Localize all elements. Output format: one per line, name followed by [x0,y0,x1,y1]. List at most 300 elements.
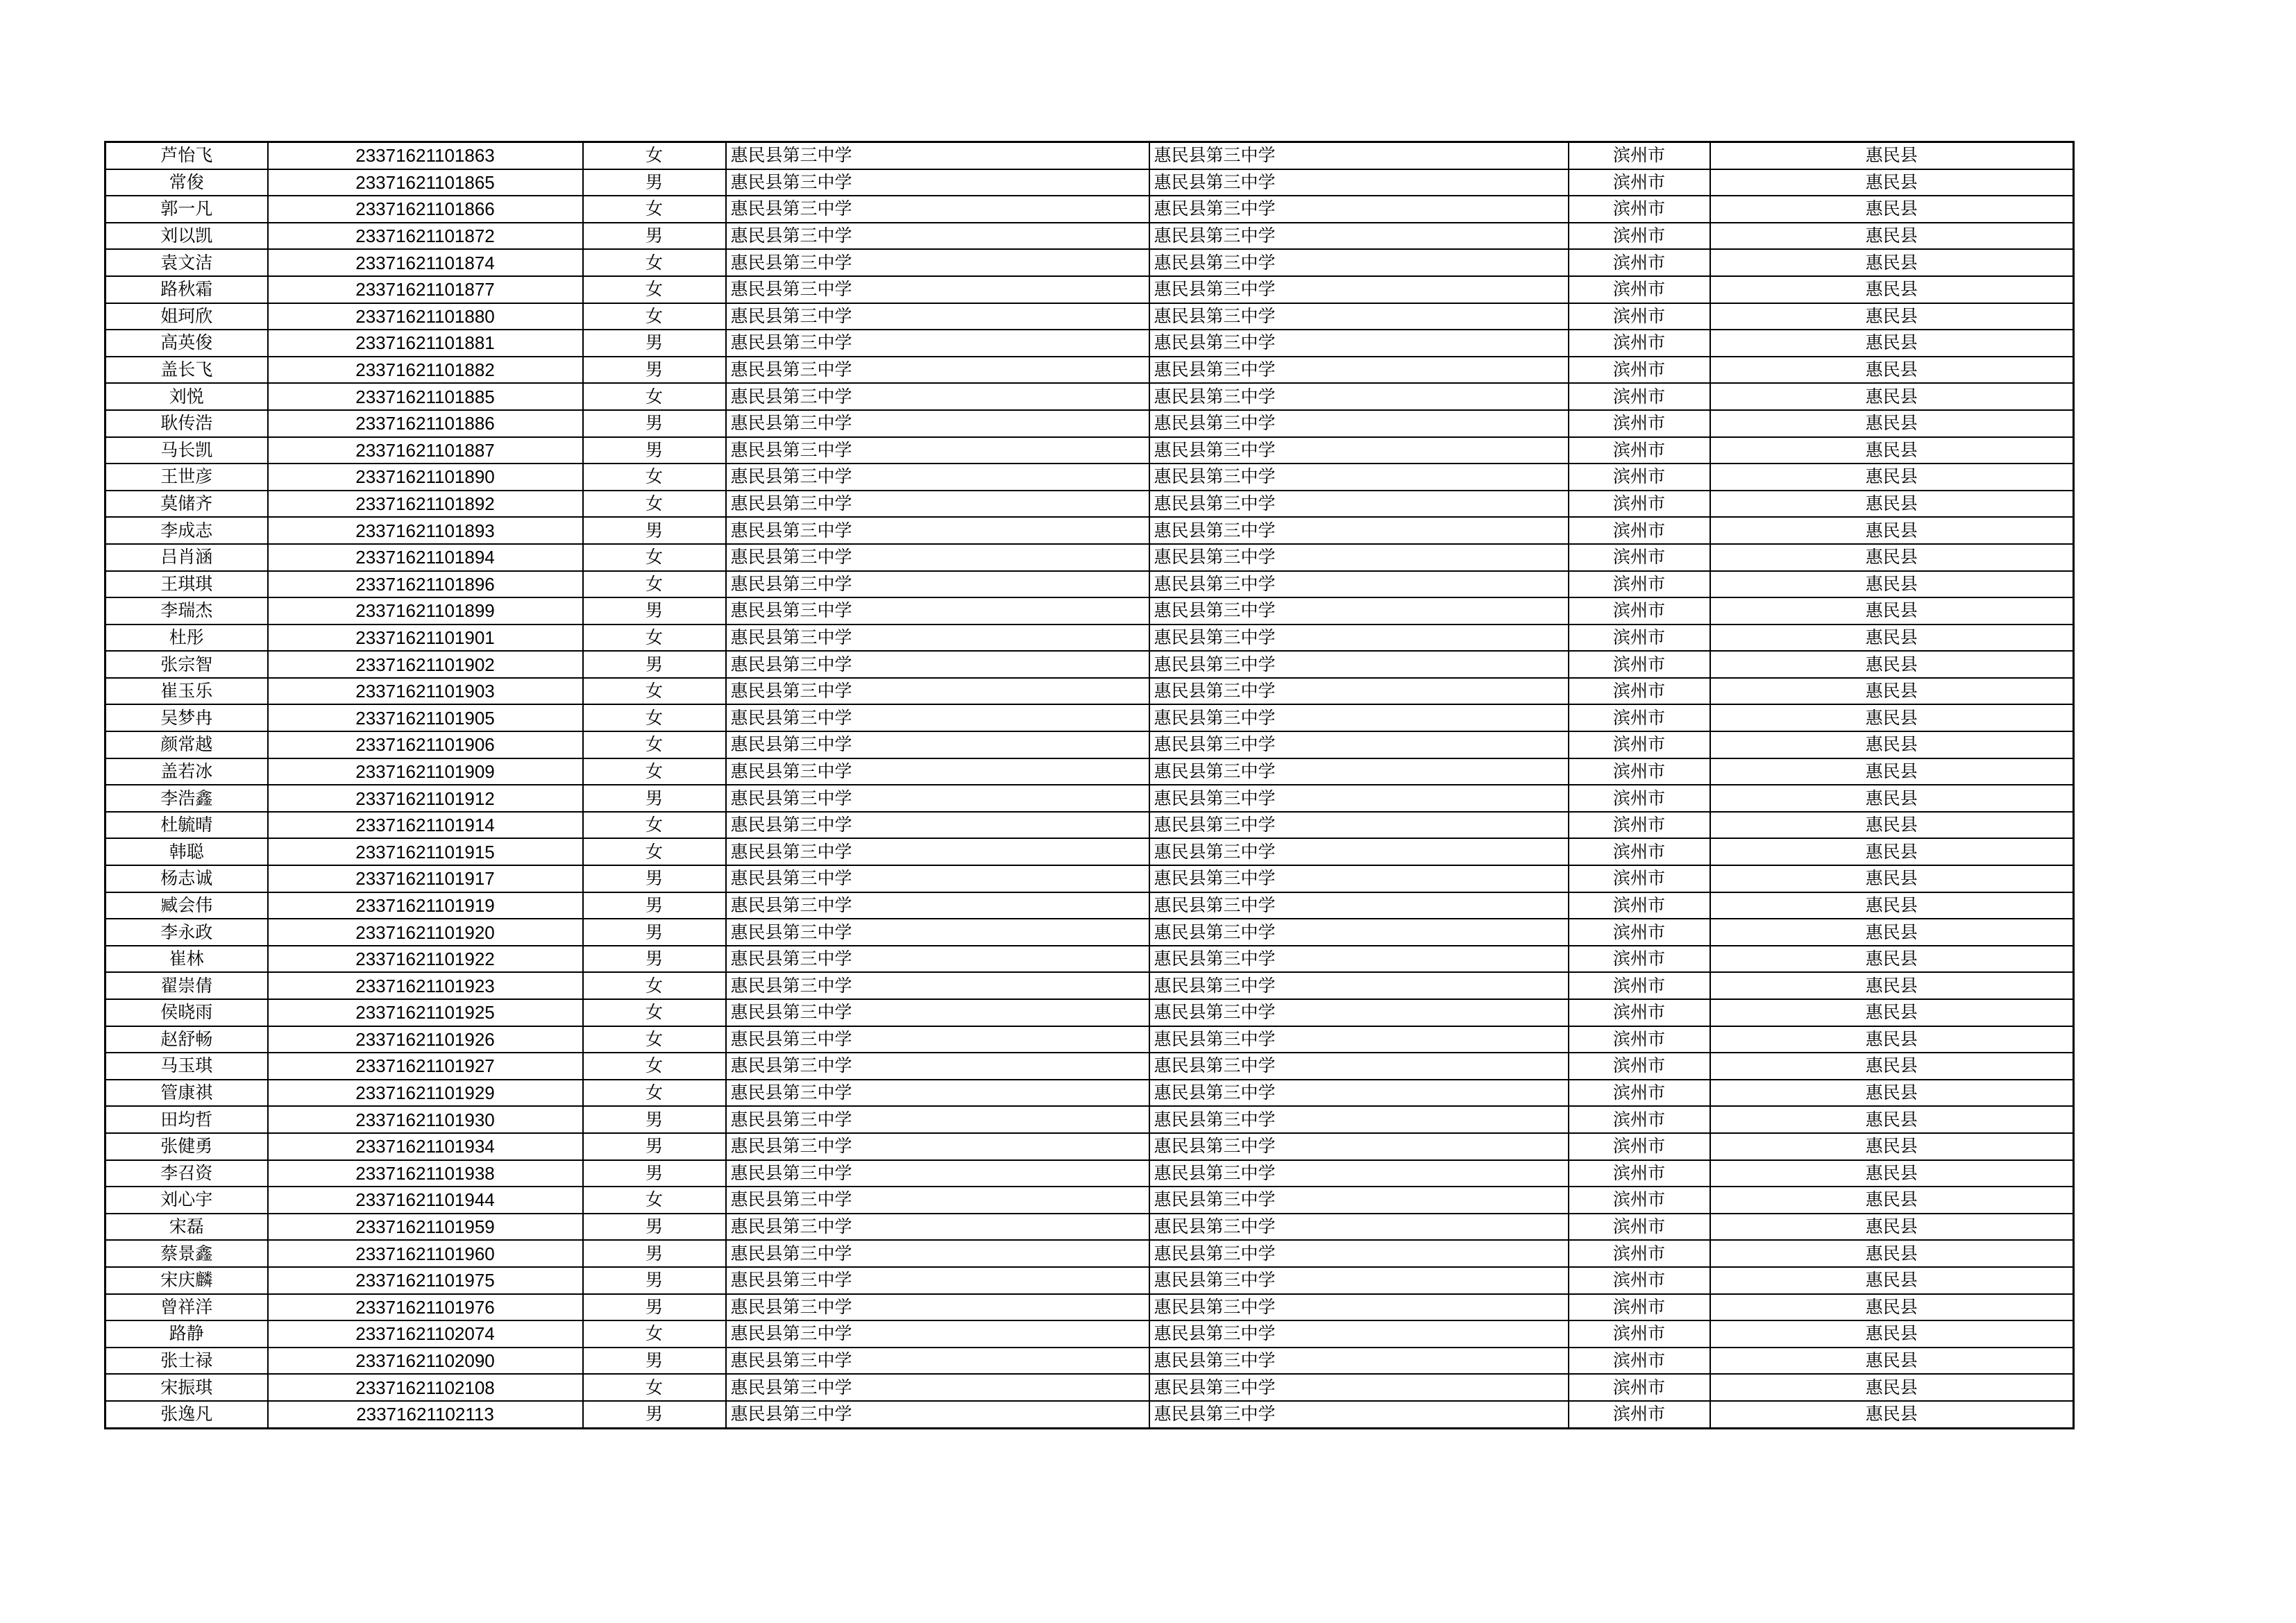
exam-id-cell: 23371621101886 [268,410,583,437]
graduation-school-cell: 惠民县第三中学 [1149,678,1569,705]
student-name-cell: 盖长飞 [105,357,268,384]
graduation-school-cell: 惠民县第三中学 [1149,517,1569,544]
table-row [105,1374,2074,1401]
school-cell: 惠民县第三中学 [726,491,1149,518]
student-name-cell: 崔林 [105,946,268,973]
table-row [105,1133,2074,1160]
graduation-school-cell: 惠民县第三中学 [1149,1240,1569,1267]
gender-cell: 女 [583,303,726,330]
exam-id-cell: 23371621101874 [268,249,583,276]
student-name-cell: 芦怡飞 [105,142,268,169]
exam-id-cell: 23371621101906 [268,731,583,758]
student-name-cell: 耿传浩 [105,410,268,437]
exam-id-cell: 23371621101934 [268,1133,583,1160]
gender-cell: 女 [583,544,726,571]
exam-id-cell: 23371621101925 [268,999,583,1026]
exam-id-cell: 23371621101920 [268,919,583,946]
city-cell: 滨州市 [1569,223,1710,250]
exam-id-cell: 23371621101896 [268,571,583,598]
county-cell: 惠民县 [1710,704,2074,731]
gender-cell: 男 [583,919,726,946]
gender-cell: 女 [583,1053,726,1080]
school-cell: 惠民县第三中学 [726,249,1149,276]
table-row [105,758,2074,785]
county-cell: 惠民县 [1710,571,2074,598]
graduation-school-cell: 惠民县第三中学 [1149,330,1569,357]
graduation-school-cell: 惠民县第三中学 [1149,169,1569,196]
graduation-school-cell: 惠民县第三中学 [1149,491,1569,518]
table-row [105,597,2074,624]
exam-id-cell: 23371621102113 [268,1401,583,1428]
school-cell: 惠民县第三中学 [726,1080,1149,1107]
graduation-school-cell: 惠民县第三中学 [1149,437,1569,464]
school-cell: 惠民县第三中学 [726,410,1149,437]
county-cell: 惠民县 [1710,142,2074,169]
student-name-cell: 盖若冰 [105,758,268,785]
city-cell: 滨州市 [1569,571,1710,598]
table-row [105,169,2074,196]
exam-id-cell: 23371621101975 [268,1267,583,1294]
school-cell: 惠民县第三中学 [726,357,1149,384]
county-cell: 惠民县 [1710,303,2074,330]
gender-cell: 女 [583,731,726,758]
city-cell: 滨州市 [1569,946,1710,973]
school-cell: 惠民县第三中学 [726,330,1149,357]
gender-cell: 男 [583,892,726,919]
county-cell: 惠民县 [1710,357,2074,384]
school-cell: 惠民县第三中学 [726,303,1149,330]
table-row [105,972,2074,999]
exam-id-cell: 23371621101927 [268,1053,583,1080]
table-row [105,731,2074,758]
city-cell: 滨州市 [1569,1401,1710,1428]
exam-id-cell: 23371621101919 [268,892,583,919]
table-row [105,946,2074,973]
student-name-cell: 袁文洁 [105,249,268,276]
student-name-cell: 崔玉乐 [105,678,268,705]
county-cell: 惠民县 [1710,1160,2074,1187]
county-cell: 惠民县 [1710,1267,2074,1294]
city-cell: 滨州市 [1569,196,1710,223]
school-cell: 惠民县第三中学 [726,838,1149,865]
table-row [105,785,2074,812]
county-cell: 惠民县 [1710,731,2074,758]
table-row [105,303,2074,330]
exam-id-cell: 23371621101881 [268,330,583,357]
county-cell: 惠民县 [1710,196,2074,223]
school-cell: 惠民县第三中学 [726,812,1149,839]
county-cell: 惠民县 [1710,865,2074,892]
roster-body [105,142,2074,1429]
city-cell: 滨州市 [1569,651,1710,678]
city-cell: 滨州市 [1569,919,1710,946]
city-cell: 滨州市 [1569,1374,1710,1401]
student-name-cell: 马玉琪 [105,1053,268,1080]
exam-id-cell: 23371621101930 [268,1106,583,1133]
graduation-school-cell: 惠民县第三中学 [1149,597,1569,624]
student-name-cell: 李召资 [105,1160,268,1187]
gender-cell: 女 [583,624,726,652]
student-name-cell: 李浩鑫 [105,785,268,812]
city-cell: 滨州市 [1569,1320,1710,1348]
county-cell: 惠民县 [1710,464,2074,491]
student-name-cell: 吴梦冉 [105,704,268,731]
table-row [105,1026,2074,1053]
table-row [105,437,2074,464]
table-row [105,383,2074,410]
gender-cell: 女 [583,812,726,839]
school-cell: 惠民县第三中学 [726,1214,1149,1241]
graduation-school-cell: 惠民县第三中学 [1149,196,1569,223]
student-name-cell: 吕肖涵 [105,544,268,571]
school-cell: 惠民县第三中学 [726,464,1149,491]
gender-cell: 男 [583,1214,726,1241]
county-cell: 惠民县 [1710,169,2074,196]
county-cell: 惠民县 [1710,624,2074,652]
exam-id-cell: 23371621101909 [268,758,583,785]
table-row [105,357,2074,384]
gender-cell: 男 [583,517,726,544]
table-row [105,651,2074,678]
city-cell: 滨州市 [1569,865,1710,892]
table-row [105,838,2074,865]
school-cell: 惠民县第三中学 [726,678,1149,705]
gender-cell: 男 [583,865,726,892]
county-cell: 惠民县 [1710,1348,2074,1375]
table-row [105,223,2074,250]
student-name-cell: 杨志诚 [105,865,268,892]
gender-cell: 女 [583,249,726,276]
gender-cell: 女 [583,838,726,865]
gender-cell: 女 [583,196,726,223]
city-cell: 滨州市 [1569,999,1710,1026]
city-cell: 滨州市 [1569,731,1710,758]
gender-cell: 女 [583,571,726,598]
exam-id-cell: 23371621101917 [268,865,583,892]
exam-id-cell: 23371621101863 [268,142,583,169]
school-cell: 惠民县第三中学 [726,223,1149,250]
school-cell: 惠民县第三中学 [726,1160,1149,1187]
table-row [105,544,2074,571]
county-cell: 惠民县 [1710,276,2074,303]
exam-id-cell: 23371621101926 [268,1026,583,1053]
school-cell: 惠民县第三中学 [726,1374,1149,1401]
school-cell: 惠民县第三中学 [726,892,1149,919]
student-name-cell: 韩聪 [105,838,268,865]
gender-cell: 男 [583,410,726,437]
city-cell: 滨州市 [1569,1214,1710,1241]
school-cell: 惠民县第三中学 [726,1401,1149,1428]
city-cell: 滨州市 [1569,1053,1710,1080]
table-row [105,517,2074,544]
city-cell: 滨州市 [1569,1348,1710,1375]
gender-cell: 男 [583,1348,726,1375]
student-name-cell: 李成志 [105,517,268,544]
county-cell: 惠民县 [1710,517,2074,544]
exam-id-cell: 23371621101923 [268,972,583,999]
graduation-school-cell: 惠民县第三中学 [1149,1133,1569,1160]
gender-cell: 男 [583,1267,726,1294]
city-cell: 滨州市 [1569,758,1710,785]
county-cell: 惠民县 [1710,1374,2074,1401]
exam-id-cell: 23371621101890 [268,464,583,491]
exam-id-cell: 23371621101885 [268,383,583,410]
county-cell: 惠民县 [1710,1106,2074,1133]
graduation-school-cell: 惠民县第三中学 [1149,1080,1569,1107]
gender-cell: 女 [583,999,726,1026]
school-cell: 惠民县第三中学 [726,1267,1149,1294]
table-row [105,865,2074,892]
school-cell: 惠民县第三中学 [726,1106,1149,1133]
school-cell: 惠民县第三中学 [726,383,1149,410]
county-cell: 惠民县 [1710,1187,2074,1214]
gender-cell: 男 [583,1160,726,1187]
city-cell: 滨州市 [1569,303,1710,330]
graduation-school-cell: 惠民县第三中学 [1149,464,1569,491]
gender-cell: 女 [583,1320,726,1348]
school-cell: 惠民县第三中学 [726,1053,1149,1080]
graduation-school-cell: 惠民县第三中学 [1149,249,1569,276]
table-row [105,1267,2074,1294]
table-row [105,919,2074,946]
county-cell: 惠民县 [1710,758,2074,785]
gender-cell: 男 [583,1240,726,1267]
exam-id-cell: 23371621101866 [268,196,583,223]
student-name-cell: 宋磊 [105,1214,268,1241]
school-cell: 惠民县第三中学 [726,1294,1149,1321]
city-cell: 滨州市 [1569,491,1710,518]
graduation-school-cell: 惠民县第三中学 [1149,1053,1569,1080]
graduation-school-cell: 惠民县第三中学 [1149,1187,1569,1214]
county-cell: 惠民县 [1710,410,2074,437]
county-cell: 惠民县 [1710,491,2074,518]
school-cell: 惠民县第三中学 [726,785,1149,812]
graduation-school-cell: 惠民县第三中学 [1149,812,1569,839]
exam-id-cell: 23371621101877 [268,276,583,303]
city-cell: 滨州市 [1569,142,1710,169]
graduation-school-cell: 惠民县第三中学 [1149,1348,1569,1375]
city-cell: 滨州市 [1569,1240,1710,1267]
student-name-cell: 颜常越 [105,731,268,758]
city-cell: 滨州市 [1569,678,1710,705]
student-name-cell: 张健勇 [105,1133,268,1160]
student-name-cell: 田均哲 [105,1106,268,1133]
exam-id-cell: 23371621101892 [268,491,583,518]
student-name-cell: 杜毓晴 [105,812,268,839]
table-row [105,624,2074,652]
exam-id-cell: 23371621101960 [268,1240,583,1267]
city-cell: 滨州市 [1569,357,1710,384]
table-row [105,1187,2074,1214]
city-cell: 滨州市 [1569,704,1710,731]
city-cell: 滨州市 [1569,410,1710,437]
student-name-cell: 莫储齐 [105,491,268,518]
student-name-cell: 翟崇倩 [105,972,268,999]
exam-id-cell: 23371621101872 [268,223,583,250]
gender-cell: 男 [583,357,726,384]
student-name-cell: 臧会伟 [105,892,268,919]
gender-cell: 女 [583,1374,726,1401]
school-cell: 惠民县第三中学 [726,999,1149,1026]
gender-cell: 女 [583,276,726,303]
county-cell: 惠民县 [1710,1294,2074,1321]
county-cell: 惠民县 [1710,437,2074,464]
student-name-cell: 常俊 [105,169,268,196]
graduation-school-cell: 惠民县第三中学 [1149,731,1569,758]
county-cell: 惠民县 [1710,651,2074,678]
school-cell: 惠民县第三中学 [726,1348,1149,1375]
student-name-cell: 赵舒畅 [105,1026,268,1053]
gender-cell: 男 [583,1401,726,1428]
table-row [105,678,2074,705]
exam-id-cell: 23371621101938 [268,1160,583,1187]
student-name-cell: 路秋霜 [105,276,268,303]
school-cell: 惠民县第三中学 [726,731,1149,758]
graduation-school-cell: 惠民县第三中学 [1149,1320,1569,1348]
graduation-school-cell: 惠民县第三中学 [1149,1106,1569,1133]
gender-cell: 女 [583,678,726,705]
county-cell: 惠民县 [1710,1080,2074,1107]
school-cell: 惠民县第三中学 [726,972,1149,999]
county-cell: 惠民县 [1710,919,2074,946]
graduation-school-cell: 惠民县第三中学 [1149,142,1569,169]
student-name-cell: 张士禄 [105,1348,268,1375]
gender-cell: 女 [583,1026,726,1053]
student-name-cell: 高英俊 [105,330,268,357]
exam-id-cell: 23371621101944 [268,1187,583,1214]
table-row [105,276,2074,303]
gender-cell: 女 [583,704,726,731]
graduation-school-cell: 惠民县第三中学 [1149,303,1569,330]
county-cell: 惠民县 [1710,892,2074,919]
city-cell: 滨州市 [1569,517,1710,544]
city-cell: 滨州市 [1569,249,1710,276]
student-name-cell: 路静 [105,1320,268,1348]
exam-id-cell: 23371621102108 [268,1374,583,1401]
table-row [105,1160,2074,1187]
school-cell: 惠民县第三中学 [726,571,1149,598]
table-row [105,142,2074,169]
county-cell: 惠民县 [1710,1133,2074,1160]
table-row [105,1401,2074,1428]
exam-id-cell: 23371621101865 [268,169,583,196]
table-row [105,1240,2074,1267]
student-name-cell: 李瑞杰 [105,597,268,624]
school-cell: 惠民县第三中学 [726,1187,1149,1214]
table-row [105,1294,2074,1321]
city-cell: 滨州市 [1569,1267,1710,1294]
county-cell: 惠民县 [1710,946,2074,973]
table-row [105,410,2074,437]
city-cell: 滨州市 [1569,437,1710,464]
county-cell: 惠民县 [1710,1320,2074,1348]
student-name-cell: 王琪琪 [105,571,268,598]
county-cell: 惠民县 [1710,838,2074,865]
exam-id-cell: 23371621101894 [268,544,583,571]
table-row [105,1053,2074,1080]
graduation-school-cell: 惠民县第三中学 [1149,651,1569,678]
city-cell: 滨州市 [1569,597,1710,624]
graduation-school-cell: 惠民县第三中学 [1149,544,1569,571]
student-name-cell: 宋振琪 [105,1374,268,1401]
gender-cell: 女 [583,972,726,999]
school-cell: 惠民县第三中学 [726,142,1149,169]
city-cell: 滨州市 [1569,1026,1710,1053]
school-cell: 惠民县第三中学 [726,597,1149,624]
exam-id-cell: 23371621101905 [268,704,583,731]
graduation-school-cell: 惠民县第三中学 [1149,758,1569,785]
city-cell: 滨州市 [1569,383,1710,410]
exam-id-cell: 23371621101902 [268,651,583,678]
graduation-school-cell: 惠民县第三中学 [1149,946,1569,973]
graduation-school-cell: 惠民县第三中学 [1149,1374,1569,1401]
graduation-school-cell: 惠民县第三中学 [1149,1267,1569,1294]
school-cell: 惠民县第三中学 [726,437,1149,464]
graduation-school-cell: 惠民县第三中学 [1149,865,1569,892]
city-cell: 滨州市 [1569,1106,1710,1133]
county-cell: 惠民县 [1710,972,2074,999]
gender-cell: 男 [583,169,726,196]
student-name-cell: 郭一凡 [105,196,268,223]
city-cell: 滨州市 [1569,169,1710,196]
graduation-school-cell: 惠民县第三中学 [1149,1294,1569,1321]
county-cell: 惠民县 [1710,1026,2074,1053]
student-name-cell: 姐珂欣 [105,303,268,330]
county-cell: 惠民县 [1710,785,2074,812]
city-cell: 滨州市 [1569,838,1710,865]
graduation-school-cell: 惠民县第三中学 [1149,785,1569,812]
exam-id-cell: 23371621101899 [268,597,583,624]
student-name-cell: 刘心宇 [105,1187,268,1214]
exam-id-cell: 23371621102090 [268,1348,583,1375]
school-cell: 惠民县第三中学 [726,865,1149,892]
gender-cell: 女 [583,1187,726,1214]
graduation-school-cell: 惠民县第三中学 [1149,838,1569,865]
exam-id-cell: 23371621101903 [268,678,583,705]
table-row [105,812,2074,839]
city-cell: 滨州市 [1569,624,1710,652]
county-cell: 惠民县 [1710,1053,2074,1080]
county-cell: 惠民县 [1710,330,2074,357]
graduation-school-cell: 惠民县第三中学 [1149,1160,1569,1187]
gender-cell: 男 [583,1294,726,1321]
gender-cell: 女 [583,491,726,518]
graduation-school-cell: 惠民县第三中学 [1149,410,1569,437]
county-cell: 惠民县 [1710,999,2074,1026]
exam-id-cell: 23371621101914 [268,812,583,839]
city-cell: 滨州市 [1569,330,1710,357]
school-cell: 惠民县第三中学 [726,276,1149,303]
city-cell: 滨州市 [1569,464,1710,491]
graduation-school-cell: 惠民县第三中学 [1149,999,1569,1026]
table-row [105,999,2074,1026]
graduation-school-cell: 惠民县第三中学 [1149,1401,1569,1428]
student-name-cell: 曾祥洋 [105,1294,268,1321]
student-name-cell: 马长凯 [105,437,268,464]
gender-cell: 女 [583,383,726,410]
gender-cell: 男 [583,597,726,624]
county-cell: 惠民县 [1710,1401,2074,1428]
table-row [105,1320,2074,1348]
county-cell: 惠民县 [1710,223,2074,250]
gender-cell: 女 [583,464,726,491]
table-row [105,1214,2074,1241]
graduation-school-cell: 惠民县第三中学 [1149,357,1569,384]
school-cell: 惠民县第三中学 [726,517,1149,544]
gender-cell: 男 [583,785,726,812]
table-row [105,249,2074,276]
county-cell: 惠民县 [1710,812,2074,839]
